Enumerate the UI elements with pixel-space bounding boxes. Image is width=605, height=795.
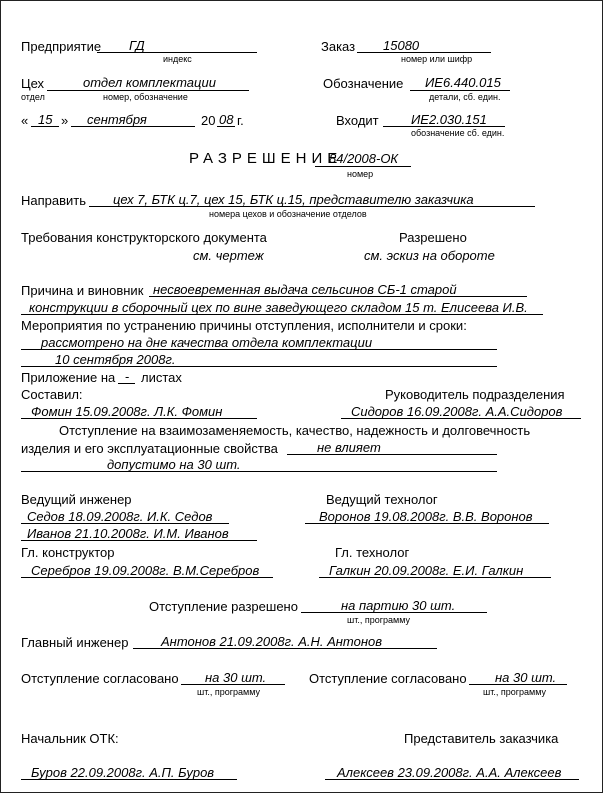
part-of-caption: обозначение сб. един. bbox=[411, 128, 505, 138]
attachment-suffix: листах bbox=[141, 370, 182, 385]
measures-label: Мероприятия по устранению причины отступления, исполнители и сроки: bbox=[21, 318, 467, 333]
send-to-caption: номера цехов и обозначение отделов bbox=[209, 209, 367, 219]
designation-label: Обозначение bbox=[323, 76, 404, 91]
order-line bbox=[357, 52, 491, 53]
chief-designer-signature: Серебров 19.09.2008г. В.М.Серебров bbox=[31, 563, 260, 578]
chief-designer-line bbox=[21, 577, 273, 578]
shop-caption-left: отдел bbox=[21, 92, 45, 102]
measures-line-2: 10 сентября 2008г. bbox=[55, 352, 176, 367]
deviation-permitted-line bbox=[301, 612, 487, 613]
allowed-label: Разрешено bbox=[399, 230, 467, 245]
agreed-right-value: на 30 шт. bbox=[495, 670, 557, 685]
enterprise-line bbox=[97, 52, 257, 53]
otk-head-signature: Буров 22.09.2008г. А.П. Буров bbox=[31, 765, 215, 780]
lead-engineer-signature-2: Иванов 21.10.2008г. И.М. Иванов bbox=[27, 526, 229, 541]
shop-caption: номер, обозначение bbox=[103, 92, 188, 102]
enterprise-value: ГД bbox=[129, 38, 145, 53]
agreed-right-line bbox=[469, 684, 567, 685]
requirements-label: Требования конструкторского документа bbox=[21, 230, 267, 245]
enterprise-label: Предприятие bbox=[21, 39, 102, 54]
chief-engineer-signature: Антонов 21.09.2008г. А.Н. Антонов bbox=[161, 634, 383, 649]
impact-value-line bbox=[287, 454, 497, 455]
date-day-line bbox=[31, 126, 59, 127]
designation-value: ИЕ6.440.015 bbox=[425, 75, 501, 90]
compiled-line bbox=[21, 418, 257, 419]
order-label: Заказ bbox=[321, 39, 356, 54]
part-of-line bbox=[383, 126, 505, 127]
designation-line bbox=[410, 90, 510, 91]
cause-line-2: конструкции в сборочный цех по вине заведующего складом 15 т. Елисеева И.В. bbox=[29, 300, 528, 315]
part-of-value: ИЕ2.030.151 bbox=[411, 112, 487, 127]
deviation-permitted-value: на партию 30 шт. bbox=[341, 598, 456, 613]
impact-line-1: Отступление на взаимозаменяемость, качество, надежность и долговечность bbox=[59, 423, 531, 438]
chief-engineer-line bbox=[133, 648, 437, 649]
date-open-quote: « bbox=[21, 113, 29, 128]
cause-line-1-rule bbox=[149, 296, 527, 297]
agreed-left-line bbox=[181, 684, 285, 685]
date-year-unit: г. bbox=[237, 113, 244, 128]
customer-rep-label: Представитель заказчика bbox=[404, 731, 559, 746]
compiled-label: Составил: bbox=[21, 387, 83, 402]
designation-caption: детали, сб. един. bbox=[429, 92, 501, 102]
date-month-line bbox=[71, 126, 195, 127]
chief-technologist-line bbox=[319, 577, 551, 578]
measures-line-2-rule bbox=[21, 366, 497, 367]
agreed-left-label: Отступление согласовано bbox=[21, 671, 179, 686]
attachment-label: Приложение на bbox=[21, 370, 116, 385]
lead-technologist-label: Ведущий технолог bbox=[326, 492, 438, 507]
shop-value: отдел комплектации bbox=[83, 75, 216, 90]
part-of-label: Входит bbox=[336, 113, 379, 128]
date-year-line bbox=[217, 126, 235, 127]
shop-label: Цех bbox=[21, 76, 45, 91]
document-title: РАЗРЕШЕНИЕ bbox=[189, 150, 343, 167]
deviation-permitted-label: Отступление разрешено bbox=[149, 599, 298, 614]
send-to-label: Направить bbox=[21, 193, 87, 208]
attachment-line bbox=[118, 383, 135, 384]
agreed-right-label: Отступление согласовано bbox=[309, 671, 467, 686]
shop-line bbox=[47, 90, 249, 91]
document-number-caption: номер bbox=[347, 169, 374, 179]
head-of-unit-label: Руководитель подразделения bbox=[385, 387, 565, 402]
head-of-unit-line bbox=[341, 418, 581, 419]
agreed-left-caption: шт., программу bbox=[197, 687, 260, 697]
lead-engineer-label: Ведущий инженер bbox=[21, 492, 132, 507]
enterprise-caption: индекс bbox=[163, 54, 192, 64]
customer-rep-signature: Алексеев 23.09.2008г. А.А. Алексеев bbox=[337, 765, 562, 780]
cause-label: Причина и виновник bbox=[21, 283, 144, 298]
date-month: сентября bbox=[87, 112, 147, 127]
agreed-left-value: на 30 шт. bbox=[205, 670, 267, 685]
lead-engineer-signature-1: Седов 18.09.2008г. И.К. Седов bbox=[27, 509, 213, 524]
measures-line-1-rule bbox=[21, 349, 497, 350]
chief-designer-label: Гл. конструктор bbox=[21, 545, 115, 560]
send-to-line bbox=[89, 206, 535, 207]
agreed-right-caption: шт., программу bbox=[483, 687, 546, 697]
attachment-value: - bbox=[125, 369, 130, 384]
otk-head-line bbox=[21, 779, 237, 780]
impact-line-2: изделия и его эксплуатационные свойства bbox=[21, 441, 278, 456]
head-of-unit-signature: Сидоров 16.09.2008г. А.А.Сидоров bbox=[351, 404, 563, 419]
lead-technologist-line bbox=[305, 523, 549, 524]
impact-value: не влияет bbox=[317, 440, 381, 455]
chief-engineer-label: Главный инженер bbox=[21, 635, 129, 650]
date-year-suffix: 08 bbox=[219, 112, 234, 127]
order-value: 15080 bbox=[383, 38, 420, 53]
otk-head-label: Начальник ОТК: bbox=[21, 731, 119, 746]
requirements-value: см. чертеж bbox=[193, 248, 264, 263]
impact-allowed-line bbox=[21, 471, 497, 472]
cause-line-1: несвоевременная выдача сельсинов СБ-1 старой bbox=[153, 282, 457, 297]
order-caption: номер или шифр bbox=[401, 54, 473, 64]
document-number-line bbox=[315, 166, 411, 167]
chief-technologist-signature: Галкин 20.09.2008г. Е.И. Галкин bbox=[329, 563, 524, 578]
customer-rep-line bbox=[325, 779, 579, 780]
lead-engineer-line-1 bbox=[21, 523, 229, 524]
lead-engineer-line-2 bbox=[21, 540, 257, 541]
send-to-value: цех 7, БТК ц.7, цех 15, БТК ц.15, представителю заказчика bbox=[113, 192, 474, 207]
chief-technologist-label: Гл. технолог bbox=[335, 545, 410, 560]
date-day: 15 bbox=[38, 112, 53, 127]
cause-line-2-rule bbox=[21, 314, 543, 315]
date-close-quote: » bbox=[61, 113, 69, 128]
compiled-signature: Фомин 15.09.2008г. Л.К. Фомин bbox=[31, 404, 223, 419]
impact-allowed: допустимо на 30 шт. bbox=[107, 457, 241, 472]
deviation-permitted-caption: шт., программу bbox=[347, 615, 410, 625]
document-number: 84/2008-ОК bbox=[329, 151, 399, 166]
date-year-prefix: 20 bbox=[201, 113, 216, 128]
lead-technologist-signature: Воронов 19.08.2008г. В.В. Воронов bbox=[319, 509, 533, 524]
measures-line-1: рассмотрено на дне качества отдела комплектации bbox=[41, 335, 373, 350]
allowed-value: см. эскиз на обороте bbox=[364, 248, 495, 263]
